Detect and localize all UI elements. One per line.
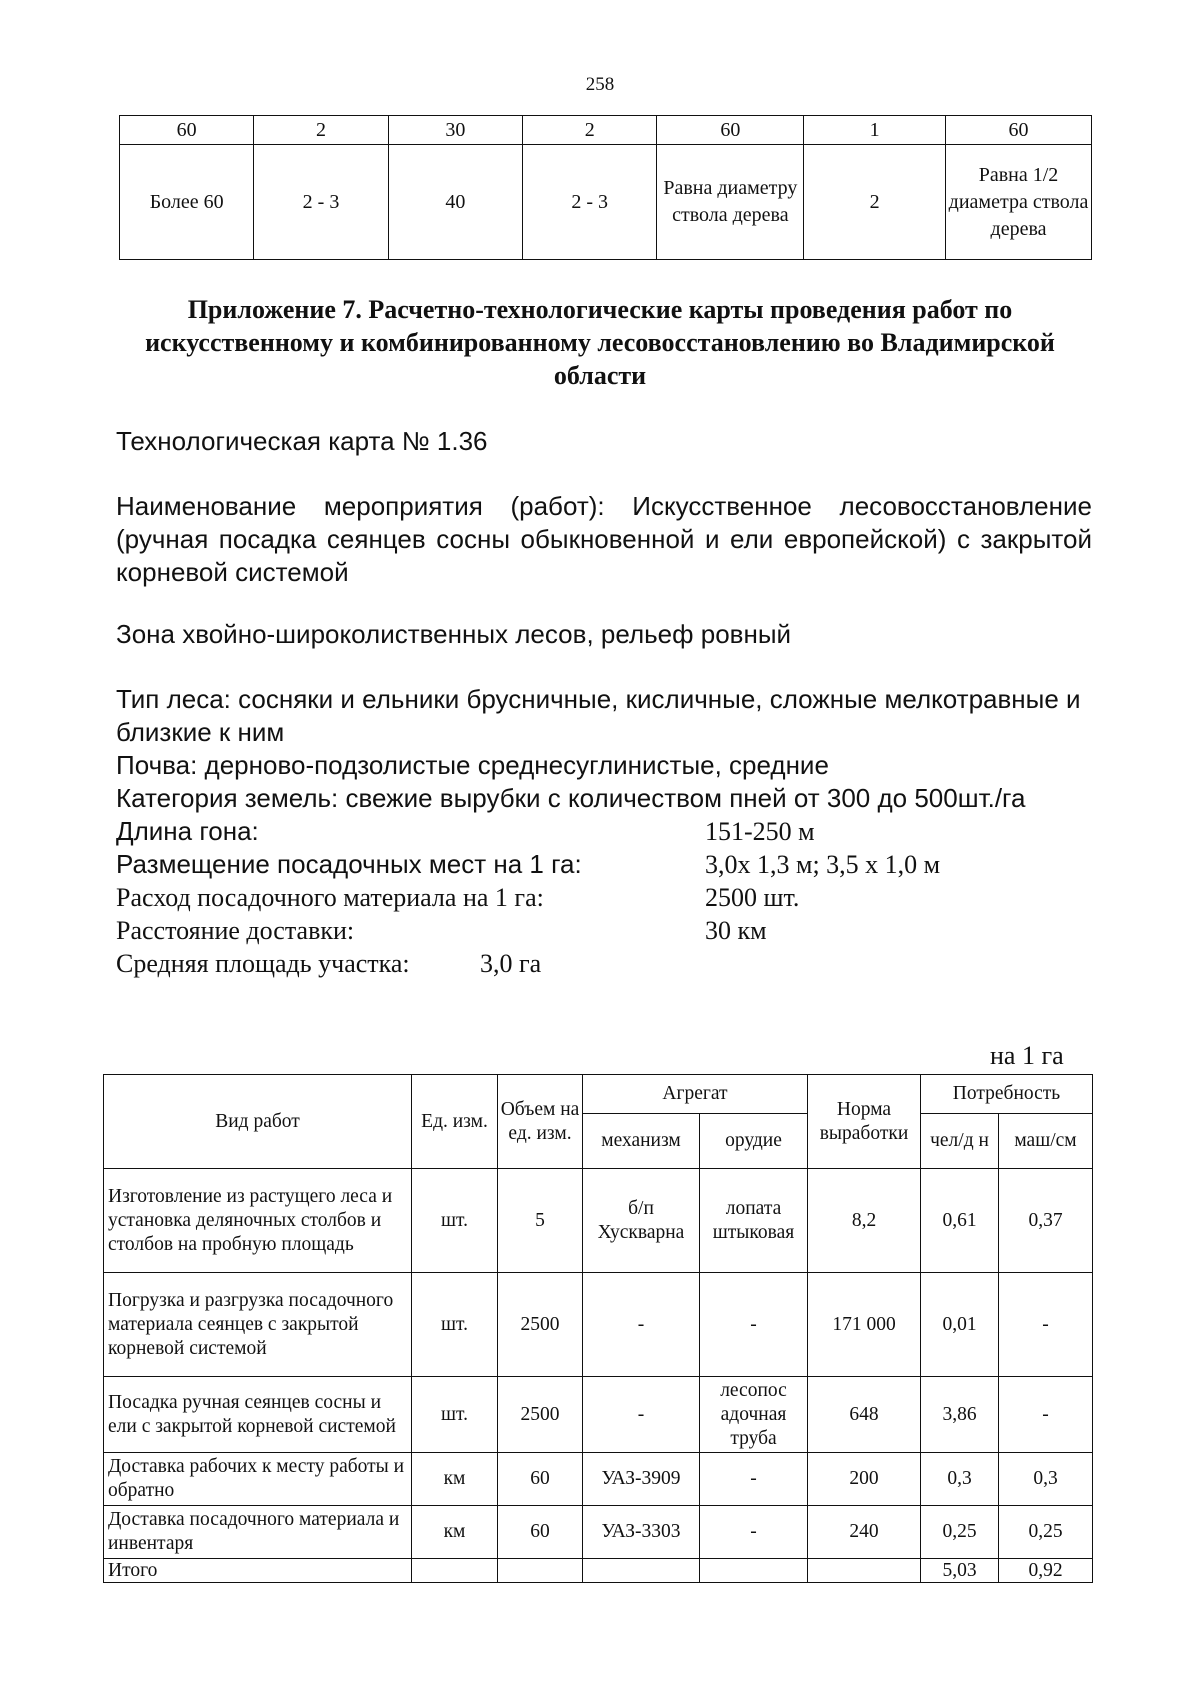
table-cell: 60 <box>946 116 1092 145</box>
table-cell: 2 <box>254 116 388 145</box>
cell-work: Доставка посадочного материала и инвентаря <box>104 1506 412 1559</box>
cell-man-days: 0,01 <box>921 1273 999 1377</box>
cell-volume: 60 <box>498 1453 583 1506</box>
cell-mechanism: УАЗ-3303 <box>583 1506 700 1559</box>
table-cell: 2 - 3 <box>254 145 388 260</box>
cell-empty <box>583 1559 700 1583</box>
table-cell: 40 <box>388 145 522 260</box>
per-unit-label: на 1 га <box>990 1041 1064 1070</box>
cell-empty <box>700 1559 808 1583</box>
cell-norm: 648 <box>808 1377 921 1453</box>
cell-man-days: 0,3 <box>921 1453 999 1506</box>
cell-volume: 60 <box>498 1506 583 1559</box>
cell-norm: 200 <box>808 1453 921 1506</box>
table-cell: Равна 1/2 диаметра ствола дерева <box>946 145 1092 260</box>
param-value: 3,0х 1,3 м; 3,5 х 1,0 м <box>705 850 941 879</box>
cell-tool: - <box>700 1453 808 1506</box>
param-consumption <box>116 881 800 914</box>
cell-tool: - <box>700 1506 808 1559</box>
cell-unit: км <box>412 1453 498 1506</box>
cell-tool: - <box>700 1273 808 1377</box>
header-aggregate: Агрегат <box>583 1075 808 1114</box>
cell-norm: 171 000 <box>808 1273 921 1377</box>
cell-empty <box>412 1559 498 1583</box>
cell-work: Доставка рабочих к месту работы и обратно <box>104 1453 412 1506</box>
cell-tool: лесопос адочная труба <box>700 1377 808 1453</box>
page-number: 258 <box>585 74 615 95</box>
technology-table <box>103 1074 1093 1583</box>
header-volume: Объем на ед. изм. <box>498 1075 583 1169</box>
header-tool: орудие <box>700 1114 808 1169</box>
cell-total-man-days: 5,03 <box>921 1559 999 1583</box>
soil-text: Почва: дерново-подзолистые среднесуглинистые, средние <box>116 750 829 780</box>
table-cell: 1 <box>804 116 946 145</box>
header-work: Вид работ <box>104 1075 412 1169</box>
param-label: Средняя площадь участка: <box>116 949 410 978</box>
header-man-days: чел/д н <box>921 1114 999 1169</box>
table-cell: 2 - 3 <box>523 145 657 260</box>
appendix-title: Приложение 7. Расчетно-технологические карты проведения работ по искусственному и комбинированному лесовосстановлению во Владимирской области <box>145 295 1055 390</box>
header-mechanism: механизм <box>583 1114 700 1169</box>
table-row <box>104 1273 1093 1377</box>
card-number: Технологическая карта № 1.36 <box>116 426 488 456</box>
cell-unit: шт. <box>412 1169 498 1273</box>
cell-machine-shifts: - <box>999 1377 1093 1453</box>
zone-text: Зона хвойно-широколиственных лесов, рельеф ровный <box>116 619 792 649</box>
cell-machine-shifts: 0,37 <box>999 1169 1093 1273</box>
cell-volume: 2500 <box>498 1273 583 1377</box>
table-cell: 60 <box>657 116 804 145</box>
cell-total-label: Итого <box>104 1559 412 1583</box>
param-area <box>116 947 542 980</box>
param-label: Расход посадочного материала на 1 га: <box>116 883 544 912</box>
cell-tool: лопата штыковая <box>700 1169 808 1273</box>
cell-mechanism: б/п Хускварна <box>583 1169 700 1273</box>
forest-type: Тип леса: сосняки и ельники брусничные, кисличные, сложные мелкотравные и близкие к ним <box>116 684 1081 747</box>
cell-norm: 8,2 <box>808 1169 921 1273</box>
table-cell: 30 <box>388 116 522 145</box>
table-cell: 2 <box>523 116 657 145</box>
cell-total-machine-shifts: 0,92 <box>999 1559 1093 1583</box>
cell-empty <box>498 1559 583 1583</box>
cell-work: Погрузка и разгрузка посадочного материала сеянцев с закрытой корневой системой <box>104 1273 412 1377</box>
cell-unit: км <box>412 1506 498 1559</box>
table-cell: Равна диаметру ствола дерева <box>657 145 804 260</box>
param-label: Размещение посадочных мест на 1 га: <box>116 849 582 879</box>
cell-mechanism: УАЗ-3909 <box>583 1453 700 1506</box>
continuation-table <box>119 115 1092 260</box>
param-label: Длина гона: <box>116 816 259 846</box>
param-value: 30 км <box>705 916 767 945</box>
param-value: 2500 шт. <box>705 883 800 912</box>
param-value: 3,0 га <box>480 949 542 978</box>
cell-man-days: 3,86 <box>921 1377 999 1453</box>
cell-norm: 240 <box>808 1506 921 1559</box>
header-machine-shifts: маш/см <box>999 1114 1093 1169</box>
table-cell: 60 <box>120 116 254 145</box>
cell-mechanism: - <box>583 1377 700 1453</box>
header-need: Потребность <box>921 1075 1093 1114</box>
cell-work: Изготовление из растущего леса и установка деляночных столбов и столбов на пробную площадь <box>104 1169 412 1273</box>
activity-name: Наименование мероприятия (работ): Искусственное лесовосстановление (ручная посадка сеянцев сосны обыкновенной и ели европейской) с закрытой корневой системой <box>116 491 1092 587</box>
cell-unit: шт. <box>412 1377 498 1453</box>
table-total-row <box>104 1559 1093 1583</box>
table-cell: Более 60 <box>120 145 254 260</box>
cell-man-days: 0,61 <box>921 1169 999 1273</box>
table-header-row <box>104 1075 1093 1114</box>
cell-machine-shifts: - <box>999 1273 1093 1377</box>
table-row <box>104 1453 1093 1506</box>
table-row <box>104 1506 1093 1559</box>
cell-volume: 5 <box>498 1169 583 1273</box>
table-row <box>120 145 1092 260</box>
cell-machine-shifts: 0,3 <box>999 1453 1093 1506</box>
table-row <box>104 1169 1093 1273</box>
cell-work: Посадка ручная сеянцев сосны и ели с закрытой корневой системой <box>104 1377 412 1453</box>
param-distance <box>116 914 767 947</box>
param-placement <box>116 848 941 881</box>
land-category: Категория земель: свежие вырубки с количеством пней от 300 до 500шт./га <box>116 783 1026 813</box>
table-row <box>104 1377 1093 1453</box>
cell-man-days: 0,25 <box>921 1506 999 1559</box>
param-label: Расстояние доставки: <box>116 916 355 945</box>
cell-unit: шт. <box>412 1273 498 1377</box>
cell-mechanism: - <box>583 1273 700 1377</box>
cell-machine-shifts: 0,25 <box>999 1506 1093 1559</box>
cell-empty <box>808 1559 921 1583</box>
param-value: 151-250 м <box>705 817 815 846</box>
header-norm: Норма выработки <box>808 1075 921 1169</box>
header-unit: Ед. изм. <box>412 1075 498 1169</box>
table-cell: 2 <box>804 145 946 260</box>
table-row <box>120 116 1092 145</box>
cell-volume: 2500 <box>498 1377 583 1453</box>
param-length <box>116 815 815 848</box>
